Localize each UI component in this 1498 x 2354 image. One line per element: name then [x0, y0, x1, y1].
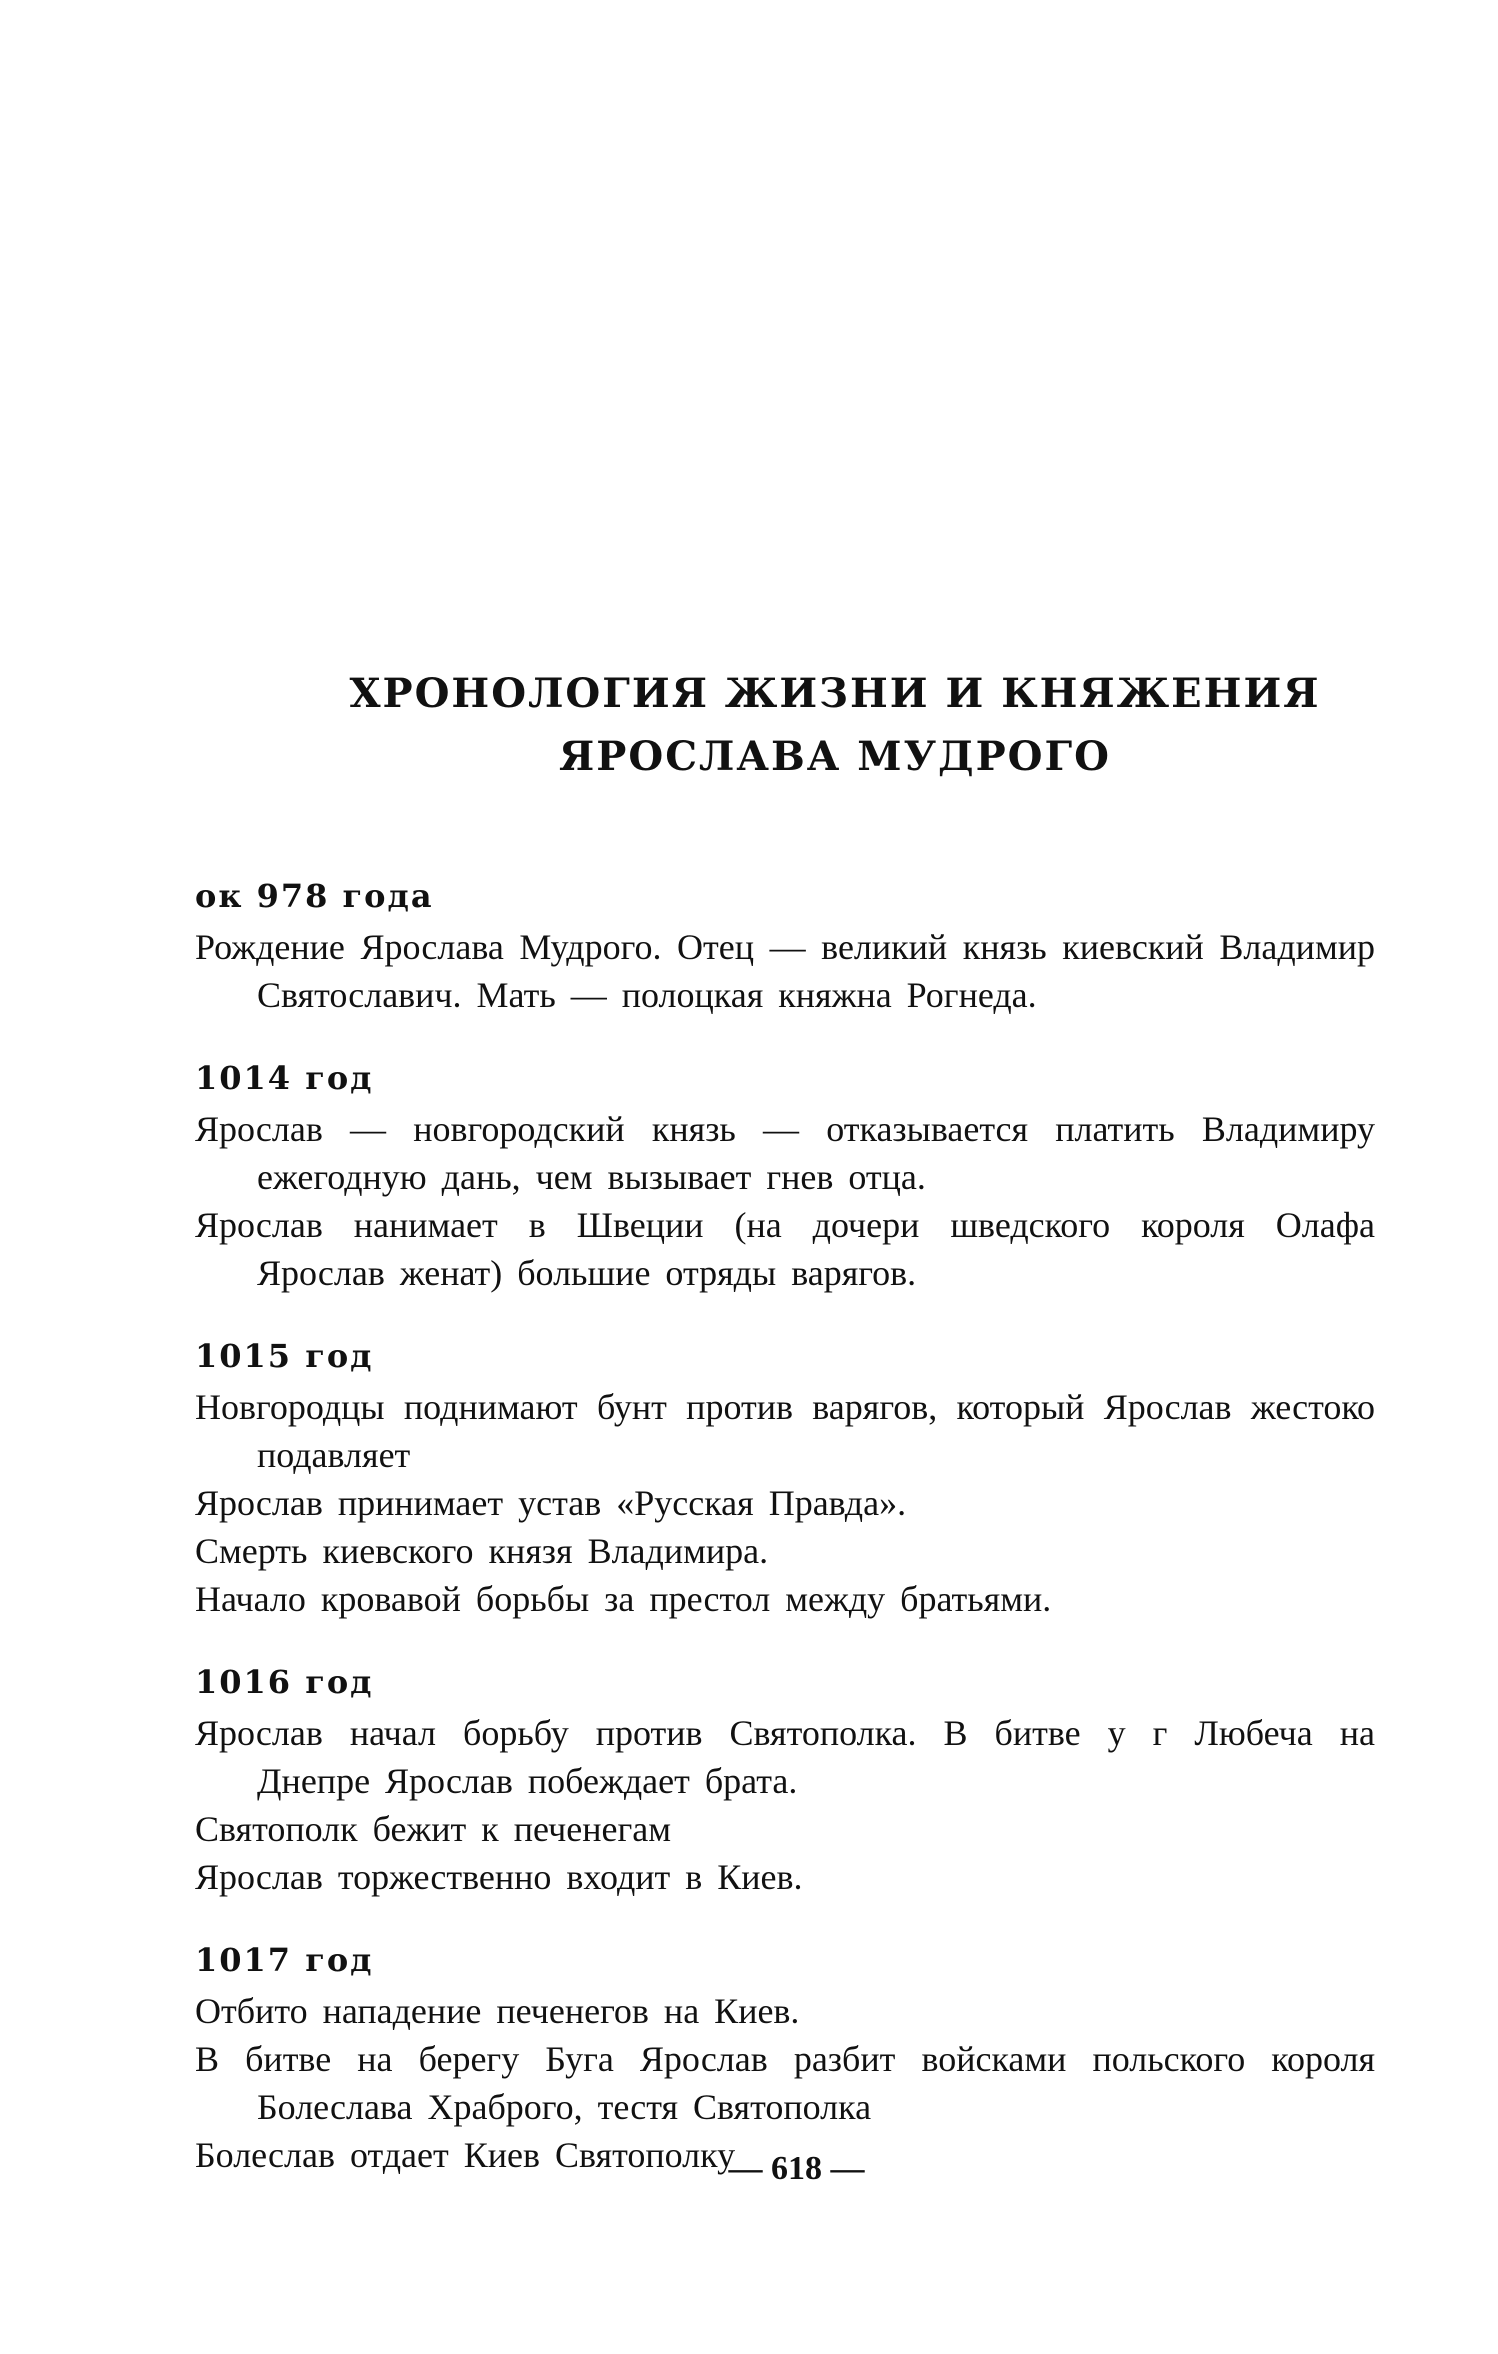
chronology-section: [195, 1661, 1375, 1901]
section-year-heading: 1016 год: [195, 1663, 374, 1701]
chronology-entry: Болеслав отдает Киев Святополку: [195, 2135, 736, 2175]
chronology-section: [195, 1939, 1375, 2179]
chronology-entry: Начало кровавой борьбы за престол между братьями.: [195, 1579, 1052, 1619]
section-year-heading: ок 978 года: [195, 877, 434, 915]
section-year-heading: 1014 год: [195, 1059, 374, 1097]
chronology-entry: Ярослав торжественно входит в Киев.: [195, 1857, 803, 1897]
chronology-entry: Ярослав — новгородский князь — отказывается платить Владимиру ежегодную дань, чем вызывает гнев отца.: [195, 1109, 1375, 1197]
chapter-title: [200, 670, 1470, 790]
chronology-section: [195, 875, 1375, 1019]
section-year-heading: 1015 год: [195, 1337, 374, 1375]
page-number: — 618 —: [728, 2150, 865, 2187]
chronology-entry: Новгородцы поднимают бунт против варягов, который Ярослав жестоко подавляет: [195, 1387, 1375, 1475]
chronology-entry: Святополк бежит к печенегам: [195, 1809, 671, 1849]
chronology-entry: В битве на берегу Буга Ярослав разбит войсками польского короля Болеслава Храброго, тестя Святополка: [195, 2039, 1375, 2127]
chronology-entry: Ярослав принимает устав «Русская Правда».: [195, 1483, 907, 1523]
chapter-title-line-2: ЯРОСЛАВА МУДРОГО: [559, 733, 1111, 780]
chronology-entry: Ярослав нанимает в Швеции (на дочери шведского короля Олафа Ярослав женат) большие отряды варягов.: [195, 1205, 1375, 1293]
chronology-section: [195, 1335, 1375, 1623]
chronology-list: [195, 875, 1375, 2217]
chapter-title-line-1: ХРОНОЛОГИЯ ЖИЗНИ И КНЯЖЕНИЯ: [349, 670, 1321, 717]
chronology-entry: Смерть киевского князя Владимира.: [195, 1531, 769, 1571]
chronology-entry: Ярослав начал борьбу против Святополка. В битве у г Любеча на Днепре Ярослав побеждает брата.: [195, 1713, 1375, 1801]
chronology-section: [195, 1057, 1375, 1297]
chronology-entry: Отбито нападение печенегов на Киев.: [195, 1991, 800, 2031]
chronology-entry: Рождение Ярослава Мудрого. Отец — великий князь киевский Владимир Святославич. Мать — полоцкая княжна Рогнеда.: [195, 927, 1375, 1015]
section-year-heading: 1017 год: [195, 1941, 374, 1979]
